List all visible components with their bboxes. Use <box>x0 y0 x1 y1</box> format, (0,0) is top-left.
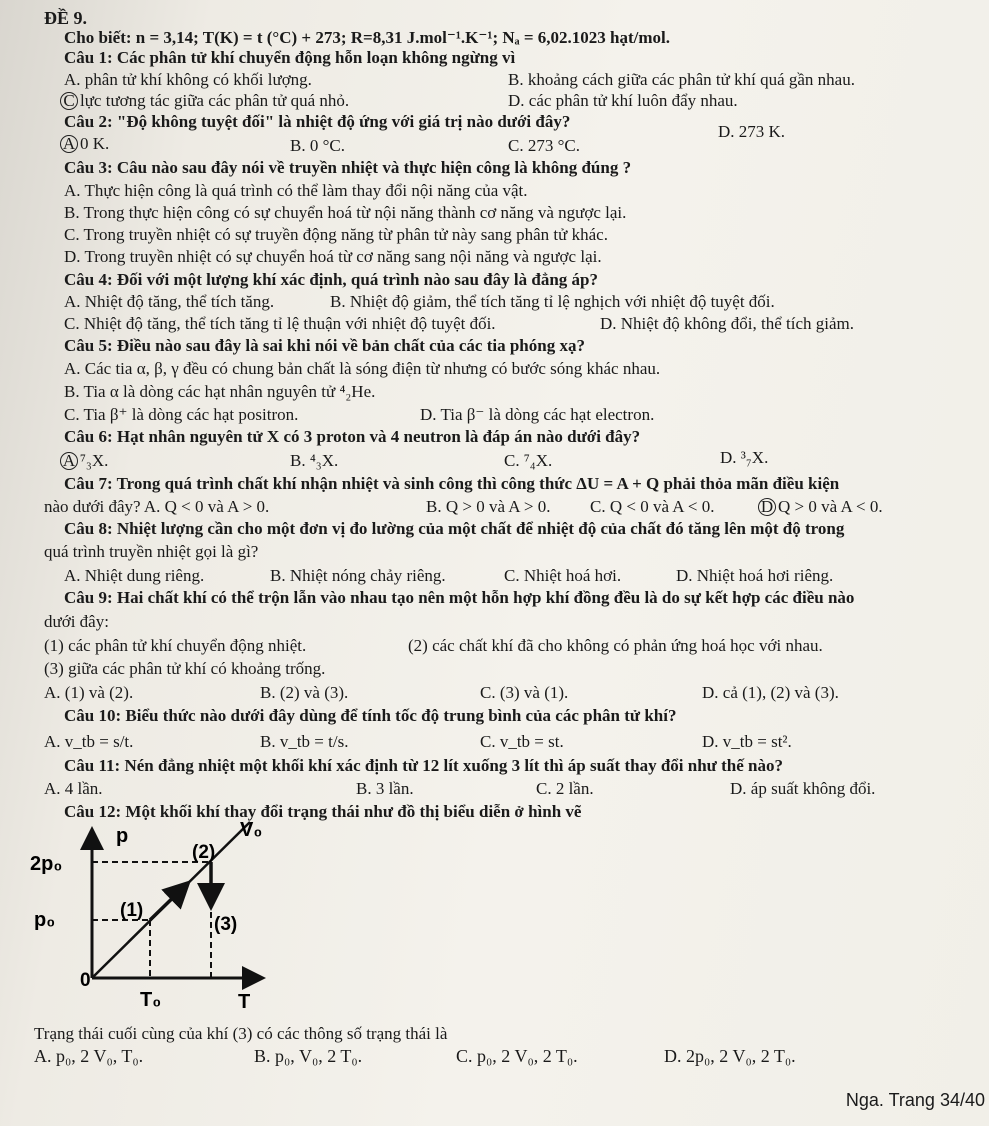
q7-option-a: nào dưới đây? A. Q < 0 và A > 0. <box>44 497 270 516</box>
q9-statement-1: (1) các phân tử khí chuyển động nhiệt. <box>44 636 307 655</box>
q1-stem: Câu 1: Các phân tử khí chuyển động hỗn loạn không ngừng vì <box>64 48 516 67</box>
q5-option-a: A. Các tia α, β, γ đều có chung bản chất là sóng điện từ nhưng có bước sóng khác nhau. <box>64 359 661 378</box>
q4-option-d: D. Nhiệt độ không đổi, thể tích giảm. <box>600 314 855 333</box>
process-1-2 <box>150 885 186 920</box>
q4-option-a: A. Nhiệt độ tăng, thể tích tăng. <box>64 292 275 311</box>
q9-statement-3: (3) giữa các phân tử khí có khoảng trống. <box>44 659 326 678</box>
q2-stem: Câu 2: "Độ không tuyệt đối" là nhiệt độ ứng với giá trị nào dưới đây? <box>64 112 571 131</box>
q11-option-d: D. áp suất không đổi. <box>730 779 876 798</box>
y-axis-label: p <box>116 825 129 847</box>
q8-option-b: B. Nhiệt nóng chảy riêng. <box>270 566 446 585</box>
q5-stem: Câu 5: Điều nào sau đây là sai khi nói về bản chất của các tia phóng xạ? <box>64 336 585 355</box>
q8-option-a: A. Nhiệt dung riêng. <box>64 566 205 585</box>
q5-option-c: C. Tia β⁺ là dòng các hạt positron. <box>64 405 299 424</box>
q12-question: Trạng thái cuối cùng của khí (3) có các thông số trạng thái là <box>34 1024 448 1043</box>
q9-option-c: C. (3) và (1). <box>480 683 569 702</box>
q9-option-b: B. (2) và (3). <box>260 683 349 702</box>
q12-option-a: A. p₀, 2 V₀, T₀. <box>34 1046 144 1066</box>
q12-option-b: B. p₀, V₀, 2 T₀. <box>254 1046 363 1066</box>
q7-option-d: D Q > 0 và A < 0. <box>758 497 883 517</box>
q12-option-c: C. p₀, 2 V₀, 2 T₀. <box>456 1046 578 1066</box>
q8-option-d: D. Nhiệt hoá hơi riêng. <box>676 566 834 585</box>
q5-option-b: B. Tia α là dòng các hạt nhân nguyên tử ⁴₂He. <box>64 382 376 401</box>
q10-option-b: B. v_tb = t/s. <box>260 732 349 751</box>
q7-line1: Câu 7: Trong quá trình chất khí nhận nhiệt và sinh công thì công thức ΔU = A + Q phải thỏa mãn điều kiện <box>64 474 840 493</box>
q6-option-b: B. ⁴₃X. <box>290 451 339 470</box>
q2-option-d: D. 273 K. <box>718 122 786 141</box>
q10-option-d: D. v_tb = st². <box>702 732 792 751</box>
q9-option-d: D. cả (1), (2) và (3). <box>702 683 839 702</box>
q9-option-a: A. (1) và (2). <box>44 683 134 702</box>
q6-stem: Câu 6: Hạt nhân nguyên tử X có 3 proton và 4 neutron là đáp án nào dưới đây? <box>64 427 641 446</box>
q1-option-d: D. các phân tử khí luôn đẩy nhau. <box>508 91 738 110</box>
pt-graph <box>28 812 278 1022</box>
label-state-1: (1) <box>120 900 144 921</box>
q2-option-a: A 0 K. <box>60 134 109 154</box>
label-t0: T₀ <box>140 989 162 1011</box>
q11-option-b: B. 3 lần. <box>356 779 414 798</box>
q6-option-a: A ⁷₃X. <box>60 451 108 471</box>
q3-option-c: C. Trong truyền nhiệt có sự truyền động năng từ phân tử này sang phân tử khác. <box>64 225 608 244</box>
q8-line2: quá trình truyền nhiệt gọi là gì? <box>44 542 259 561</box>
q7-option-b: B. Q > 0 và A > 0. <box>426 497 551 516</box>
label-t: T <box>238 991 251 1013</box>
q10-option-a: A. v_tb = s/t. <box>44 732 134 751</box>
exam-title: ĐỀ 9. <box>44 8 88 28</box>
q11-stem: Câu 11: Nén đẳng nhiệt một khối khí xác định từ 12 lít xuống 3 lít thì áp suất thay đổi như thế nào? <box>64 756 783 775</box>
answer-circle-mark: C <box>60 92 78 110</box>
q3-stem: Câu 3: Câu nào sau đây nói về truyền nhiệt và thực hiện công là không đúng ? <box>64 158 632 177</box>
q12-option-d: D. 2p₀, 2 V₀, 2 T₀. <box>664 1046 796 1066</box>
q11-option-a: A. 4 lần. <box>44 779 103 798</box>
page-number: Nga. Trang 34/40 <box>845 1090 985 1110</box>
q2-option-b: B. 0 °C. <box>290 136 345 155</box>
answer-circle-mark: D <box>758 498 776 516</box>
q8-option-c: C. Nhiệt hoá hơi. <box>504 566 622 585</box>
answer-circle-mark: A <box>60 452 78 470</box>
q11-option-c: C. 2 lần. <box>536 779 594 798</box>
q12-stem: Câu 12: Một khối khí thay đổi trạng thái như đồ thị biểu diễn ở hình vẽ <box>64 802 582 821</box>
q5-option-d: D. Tia β⁻ là dòng các hạt electron. <box>420 405 655 424</box>
q8-line1: Câu 8: Nhiệt lượng cần cho một đơn vị đo lường của một chất để nhiệt độ của chất đó tăng lên một độ trong <box>64 519 845 538</box>
origin-label: 0 <box>80 970 91 991</box>
q3-option-b: B. Trong thực hiện công có sự chuyển hoá từ nội năng thành cơ năng và ngược lại. <box>64 203 627 222</box>
q9-line1: Câu 9: Hai chất khí có thể trộn lẫn vào nhau tạo nên một hỗn hợp khí đồng đều là do sự kết hợp các điều nào <box>64 588 855 607</box>
q10-stem: Câu 10: Biểu thức nào dưới đây dùng để tính tốc độ trung bình của các phân tử khí? <box>64 706 677 725</box>
label-v0: V₀ <box>240 819 263 841</box>
label-state-2: (2) <box>192 842 216 863</box>
label-state-3: (3) <box>214 914 238 935</box>
label-2p0: 2p₀ <box>30 853 63 875</box>
q4-option-b: B. Nhiệt độ giảm, thể tích tăng tỉ lệ nghịch với nhiệt độ tuyệt đối. <box>330 292 775 311</box>
q1-option-b: B. khoảng cách giữa các phân tử khí quá gần nhau. <box>508 70 855 89</box>
q4-stem: Câu 4: Đối với một lượng khí xác định, quá trình nào sau đây là đẳng áp? <box>64 270 598 289</box>
q6-option-d: D. ³₇X. <box>720 448 769 467</box>
q1-option-c: C lực tương tác giữa các phân tử quá nhỏ. <box>60 91 349 111</box>
given-constants: Cho biết: n = 3,14; T(K) = t (°C) + 273; R=8,31 J.mol⁻¹.K⁻¹; Nₐ = 6,02.1023 hạt/mol. <box>64 28 671 47</box>
q2-option-c: C. 273 °C. <box>508 136 580 155</box>
q7-option-c: C. Q < 0 và A < 0. <box>590 497 715 516</box>
q4-option-c: C. Nhiệt độ tăng, thể tích tăng tỉ lệ thuận với nhiệt độ tuyệt đối. <box>64 314 496 333</box>
q3-option-d: D. Trong truyền nhiệt có sự chuyển hoá từ cơ năng sang nội năng và ngược lại. <box>64 247 602 266</box>
q6-option-c: C. ⁷₄X. <box>504 451 553 470</box>
q10-option-c: C. v_tb = st. <box>480 732 564 751</box>
q3-option-a: A. Thực hiện công là quá trình có thể làm thay đổi nội năng của vật. <box>64 181 528 200</box>
answer-circle-mark: A <box>60 135 78 153</box>
q9-statement-2: (2) các chất khí đã cho không có phản ứng hoá học với nhau. <box>408 636 823 655</box>
q1-option-a: A. phân tử khí không có khối lượng. <box>64 70 312 89</box>
label-p0: p₀ <box>34 909 56 931</box>
q9-line2: dưới đây: <box>44 612 109 631</box>
